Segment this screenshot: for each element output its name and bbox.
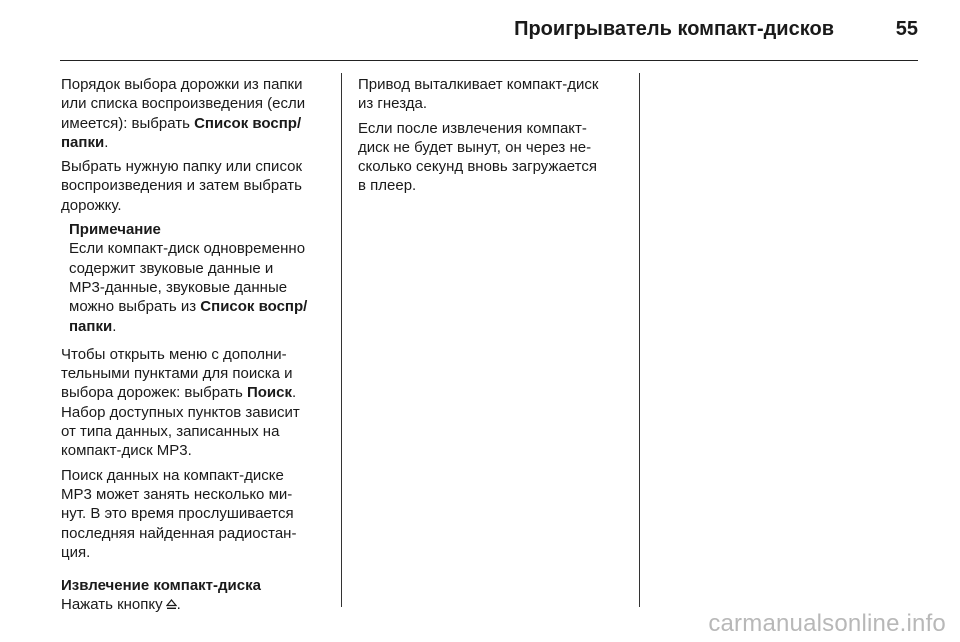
paragraph-reload: Если после извлечения компакт- диск не будет вынут, он через не- сколько секунд вновь загружается в плеер. <box>358 119 597 195</box>
column-divider-right <box>639 73 640 607</box>
menu-term-playlist-folder: Список воспр/ <box>194 114 302 132</box>
page-number: 55 <box>895 18 918 40</box>
paragraph-select-folder: Выбрать нужную папку или список воспроизведения и затем выбрать дорожку. <box>61 158 303 214</box>
watermark: carmanualsonline.info <box>708 610 946 637</box>
left-column <box>61 75 329 620</box>
note-block: Примечание Если компакт-диск одновременно содержит звуковые данные и MP3-данные, звуковые данные можно выбрать из Список воспр/ папки. <box>69 220 329 336</box>
note-title: Примечание <box>69 221 161 239</box>
section-eject: Извлечение компакт-диска Нажать кнопку . <box>61 576 329 615</box>
page-title: Проигрыватель компакт-дисков <box>514 18 834 40</box>
paragraph-track-order: Порядок выбора дорожки из папки или списка воспроизведения (если имеется): выбрать Список воспр/ папки. <box>61 76 306 151</box>
eject-icon <box>166 596 177 607</box>
middle-column <box>358 75 628 201</box>
section-heading-eject: Извлечение компакт-диска <box>61 577 261 595</box>
column-divider-left <box>341 73 342 607</box>
paragraph-search-menu: Чтобы открыть меню с дополни- тельными пунктами для поиска и выбора дорожек: выбрать Поиск. Набор доступных пунктов зависит от типа данных, записанных на компакт-диск MP3. <box>61 345 300 460</box>
menu-term-search: Поиск <box>246 384 292 402</box>
paragraph-search-duration: Поиск данных на компакт-диске MP3 может занять несколько ми- нут. В это время прослушивается последняя найденная радиостан- ция. <box>61 466 297 561</box>
page-header <box>0 18 918 48</box>
paragraph-eject-action: Привод выталкивает компакт-диск из гнезда. <box>358 76 599 113</box>
header-rule <box>60 60 918 61</box>
menu-term-playlist-folder: Список воспр/ <box>200 298 308 316</box>
